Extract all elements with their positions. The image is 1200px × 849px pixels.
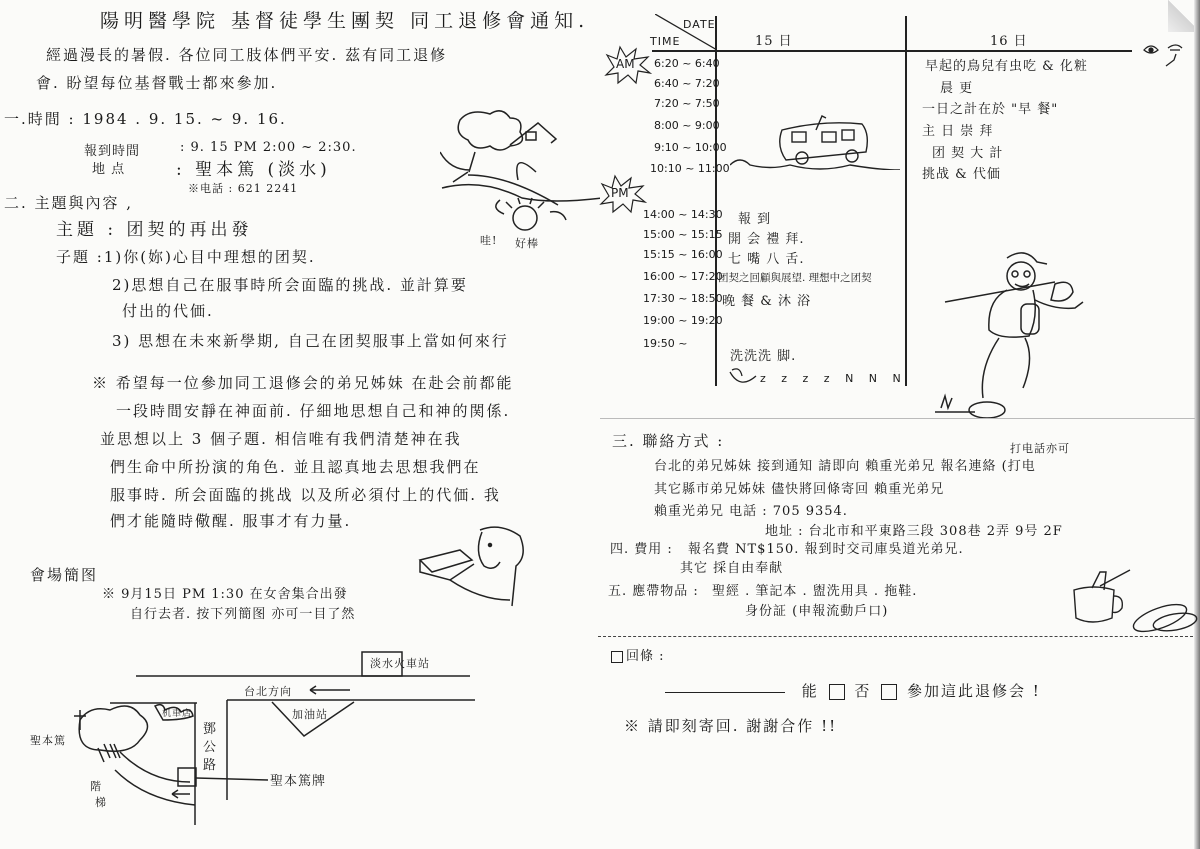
note-line: 服事時. 所会面臨的挑战 以及所必須付上的代価. 我 (110, 486, 501, 504)
day15-item: 洗洗洗 脚. (730, 349, 797, 364)
schedule-time-header: TIME (650, 35, 681, 48)
doodle-bus-icon (730, 110, 900, 170)
yes-checkbox[interactable] (829, 684, 845, 700)
doodle-man-with-box-icon (410, 520, 530, 610)
tear-off-line (598, 636, 1193, 637)
map-road-3: 路 (203, 758, 218, 773)
place-value: : 聖本篤 (淡水) (176, 160, 331, 180)
fee-line-2: 其它 採自由奉献 (680, 561, 784, 576)
map-stairs-1: 階 (90, 780, 102, 793)
map-sign: 聖本篤牌 (270, 774, 327, 789)
map-church: 聖本篤 (30, 734, 66, 747)
items-heading: 五. 應帶物品 : (608, 584, 699, 599)
pm-time: 17:30 ~ 18:50 (643, 292, 723, 305)
page-edge-shadow (1194, 0, 1200, 849)
reply-box-icon (611, 651, 623, 663)
day15-item: 開 会 禮 拜. (728, 232, 805, 247)
document-title: 陽明醫學院 基督徒學生團契 同工退修會通知. (100, 10, 590, 32)
day16-item: 早起的鳥兒有虫吃 & 化粧 (925, 59, 1088, 74)
contact-line-3: 賴重光弟兄 电話 : 705 9354. (654, 504, 848, 519)
day16-item: 一日之計在於 "早 餐" (922, 102, 1059, 117)
fee-line-1: 報名費 NT$150. 報到时交司庫吳道光弟兄. (688, 542, 964, 557)
contact-heading: 三. 聯絡方式 : (612, 432, 725, 450)
place-label: 地 点 (92, 162, 126, 177)
checkin-label: 報到時間 (84, 144, 141, 159)
contact-note-above: 打电話亦可 (1010, 442, 1070, 455)
pm-time: 19:50 ~ (643, 337, 688, 350)
subtopic-1: 子題 :1)你(妳)心目中理想的团契. (56, 248, 316, 266)
section-time-heading: 一.時間 : 1984 . 9. 15. ~ 9. 16. (4, 110, 287, 128)
doodle-haobang: 好棒 (515, 237, 539, 250)
am-time: 10:10 ~ 11:00 (650, 162, 730, 175)
reply-heading: 回條 : (608, 645, 665, 664)
map-station: 淡水火車站 (370, 657, 430, 670)
note-line: 並思想以上 3 個子題. 相信唯有我們清楚神在我 (100, 430, 462, 448)
am-time: 6:40 ~ 7:20 (654, 77, 720, 90)
note-line: 一段時間安靜在神面前. 仔細地思想自己和神的関係. (116, 402, 511, 420)
contact-address: 地址 : 台北市和平東路三段 308巷 2弄 9号 2F (765, 524, 1063, 539)
intro-line-1: 經過漫長的暑假. 各位同工肢体們平安. 茲有同工退修 (46, 46, 448, 64)
section-theme-heading: 二. 主題與內容 , (4, 194, 134, 212)
subtopic-2b: 付出的代価. (122, 302, 214, 320)
contact-line-1: 台北的弟兄姊妹 接到通知 請即向 賴重光弟兄 報名連絡 (打电 (654, 459, 1036, 474)
doodle-hiker-icon (935, 240, 1115, 420)
pm-badge: PM (597, 174, 647, 214)
note-line: 們才能隨時儆醒. 服事才有力量. (110, 512, 352, 530)
pm-time: 15:15 ~ 16:00 (643, 248, 723, 261)
note-line: 們生命中所扮演的角色. 並且認真地去思想我們在 (110, 458, 481, 476)
subtopic-3: 3) 思想在未來新學期, 自己在团契服事上當如何來行 (112, 332, 509, 350)
day16-item: 主 日 崇 拜 (922, 124, 994, 139)
schedule-header-rule (652, 50, 1132, 52)
pm-time: 14:00 ~ 14:30 (643, 208, 723, 221)
note-line: ※ 希望每一位參加同工退修会的弟兄姊妹 在赴会前都能 (92, 374, 514, 392)
map-note-1: ※ 9月15日 PM 1:30 在女舍集合出發 (102, 587, 348, 602)
schedule-col-rule (715, 16, 717, 386)
items-line-1: 聖經 . 筆記本 . 盥洗用具 . 拖鞋. (712, 584, 918, 599)
map-road-1: 鄧 (203, 722, 218, 737)
pm-time: 19:00 ~ 19:20 (643, 314, 723, 327)
doodle-toiletries-icon (1070, 566, 1200, 641)
day15-item: 報 到 (738, 212, 772, 227)
doodle-wa: 哇! (480, 234, 498, 247)
checkin-value: : 9. 15 PM 2:00 ~ 2:30. (180, 140, 357, 155)
section-divider (600, 418, 1195, 419)
map-shop: 机車店 (162, 709, 193, 719)
am-badge: AM (602, 45, 652, 85)
day16-item: 挑战 & 代価 (922, 167, 1001, 182)
schedule-day-15: 15 日 (755, 34, 793, 49)
map-road-2: 公 (203, 740, 218, 755)
doodle-eyes-icon (1142, 40, 1187, 70)
day16-item: 团 契 大 計 (932, 146, 1004, 161)
items-line-2: 身份証 (申報流動戶口) (745, 604, 889, 619)
doodle-tree-house-icon (440, 100, 600, 250)
day15-item: 晚 餐 & 沐 浴 (722, 294, 812, 309)
am-time: 8:00 ~ 9:00 (654, 119, 720, 132)
subtopic-2a: 2)思想自己在服事時所会面臨的挑战. 並計算要 (112, 276, 468, 294)
day15-item: 七 嘴 八 舌. (728, 252, 805, 267)
pm-time: 16:00 ~ 17:20 (643, 270, 723, 283)
map-gas-station: 加油站 (292, 708, 328, 721)
place-phone: ※电話 : 621 2241 (188, 182, 299, 195)
schedule-col-rule (905, 16, 907, 386)
am-time: 7:20 ~ 7:50 (654, 97, 720, 110)
day15-item: 团契之回顧與展望. 理想中之团契 (718, 272, 872, 284)
map-direction: 台北方向 (244, 685, 292, 698)
map-heading: 會場簡图 (30, 566, 99, 584)
contact-line-2: 其它縣市弟兄姊妹 儘快將回條寄回 賴重光弟兄 (654, 482, 945, 497)
sleep-zzz: z z z z N N N (760, 372, 907, 385)
map-stairs-2: 梯 (95, 796, 107, 809)
fee-heading: 四. 費用 : (610, 542, 673, 557)
am-time: 9:10 ~ 10:00 (654, 141, 727, 154)
name-blank-field[interactable] (665, 692, 785, 693)
schedule-date-header: DATE (683, 18, 716, 31)
reply-line: 能 否 參加這此退修会 ! (665, 680, 1041, 701)
day16-item: 晨 更 (940, 81, 974, 96)
am-time: 6:20 ~ 6:40 (654, 57, 720, 70)
main-theme: 主題 : 团契的再出發 (56, 220, 253, 240)
sleeping-face-icon (728, 366, 758, 386)
reply-footer: ※ 請即刻寄回. 謝謝合作 !! (624, 717, 838, 735)
map-note-2: 自行去者. 按下列簡图 亦可一目了然 (130, 607, 356, 622)
pm-time: 15:00 ~ 15:15 (643, 228, 723, 241)
no-checkbox[interactable] (881, 684, 897, 700)
intro-line-2: 會. 盼望每位基督戰士都來參加. (36, 74, 278, 92)
schedule-day-16: 16 日 (990, 34, 1028, 49)
